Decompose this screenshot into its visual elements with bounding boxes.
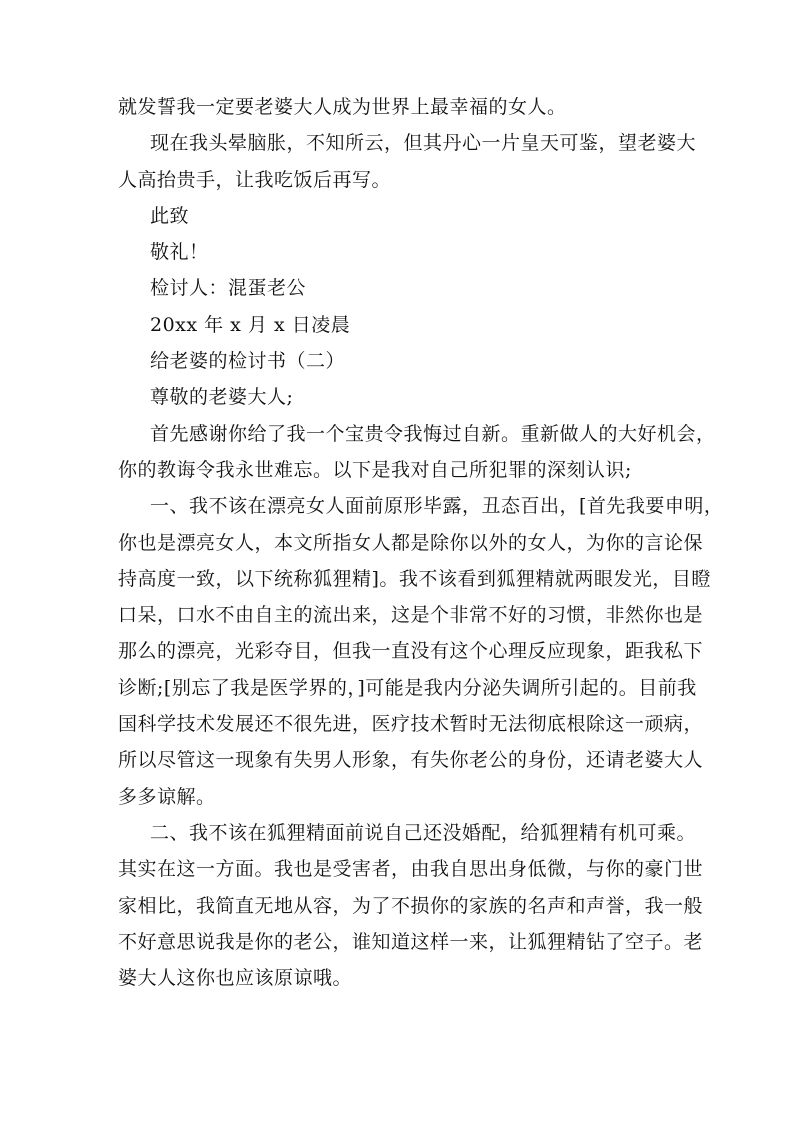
text-line: 持高度一致，以下统称狐狸精]。我不该看到狐狸精就两眼发光，目瞪 xyxy=(118,567,711,590)
text-line: 你的教诲令我永世难忘。以下是我对自己所犯罪的深刻认识; xyxy=(118,458,632,481)
text-line: 家相比，我简直无地从容，为了不损你的家族的名声和声誉，我一般 xyxy=(118,894,704,917)
greeting-line: 尊敬的老婆大人; xyxy=(150,386,294,409)
text-line: 不好意思说我是你的老公，谁知道这样一来，让狐狸精钻了空子。老 xyxy=(118,930,704,953)
text-line: 所以尽管这一现象有失男人形象，有失你老公的身份，还请老婆大人 xyxy=(118,749,704,772)
text-line: 你也是漂亮女人，本文所指女人都是除你以外的女人，为你的言论保 xyxy=(118,531,704,554)
document-body xyxy=(118,89,724,996)
text-line: 婆大人这你也应该原谅哦。 xyxy=(118,967,353,990)
closing-salutation: 此致 xyxy=(150,204,190,227)
text-line: 口呆，口水不由自主的流出来，这是个非常不好的习惯，非然你也是 xyxy=(118,604,704,627)
text-line: 现在我头晕脑胀，不知所云，但其丹心一片皇天可鉴，望老婆大 xyxy=(150,132,697,155)
text-line: 多多谅解。 xyxy=(118,785,216,808)
text-line: 国科学技术发展还不很先进，医疗技术暂时无法彻底根除这一顽病， xyxy=(118,713,704,736)
text-line: 诊断;[别忘了我是医学界的，]可能是我内分泌失调所引起的。目前我 xyxy=(118,676,697,699)
text-line: 人高抬贵手，让我吃饭后再写。 xyxy=(118,168,392,191)
text-line: 其实在这一方面。我也是受害者，由我自思出身低微，与你的豪门世 xyxy=(118,858,704,881)
closing-regards: 敬礼！ xyxy=(150,241,209,264)
text-line: 就发誓我一定要老婆大人成为世界上最幸福的女人。 xyxy=(118,96,567,118)
text-line: 那么的漂亮，光彩夺目，但我一直没有这个心理反应现象，距我私下 xyxy=(118,640,704,663)
section-title: 给老婆的检讨书（二） xyxy=(150,350,346,373)
date-line: 20xx 年 x 月 x 日凌晨 xyxy=(150,313,351,336)
text-line: 首先感谢你给了我一个宝贵令我悔过自新。重新做人的大好机会， xyxy=(150,422,716,445)
signature-line: 检讨人：混蛋老公 xyxy=(150,277,307,300)
text-line: 一、我不该在漂亮女人面前原形毕露，丑态百出，[首先我要申明， xyxy=(150,495,724,518)
text-line: 二、我不该在狐狸精面前说自己还没婚配，给狐狸精有机可乘。 xyxy=(150,821,697,844)
